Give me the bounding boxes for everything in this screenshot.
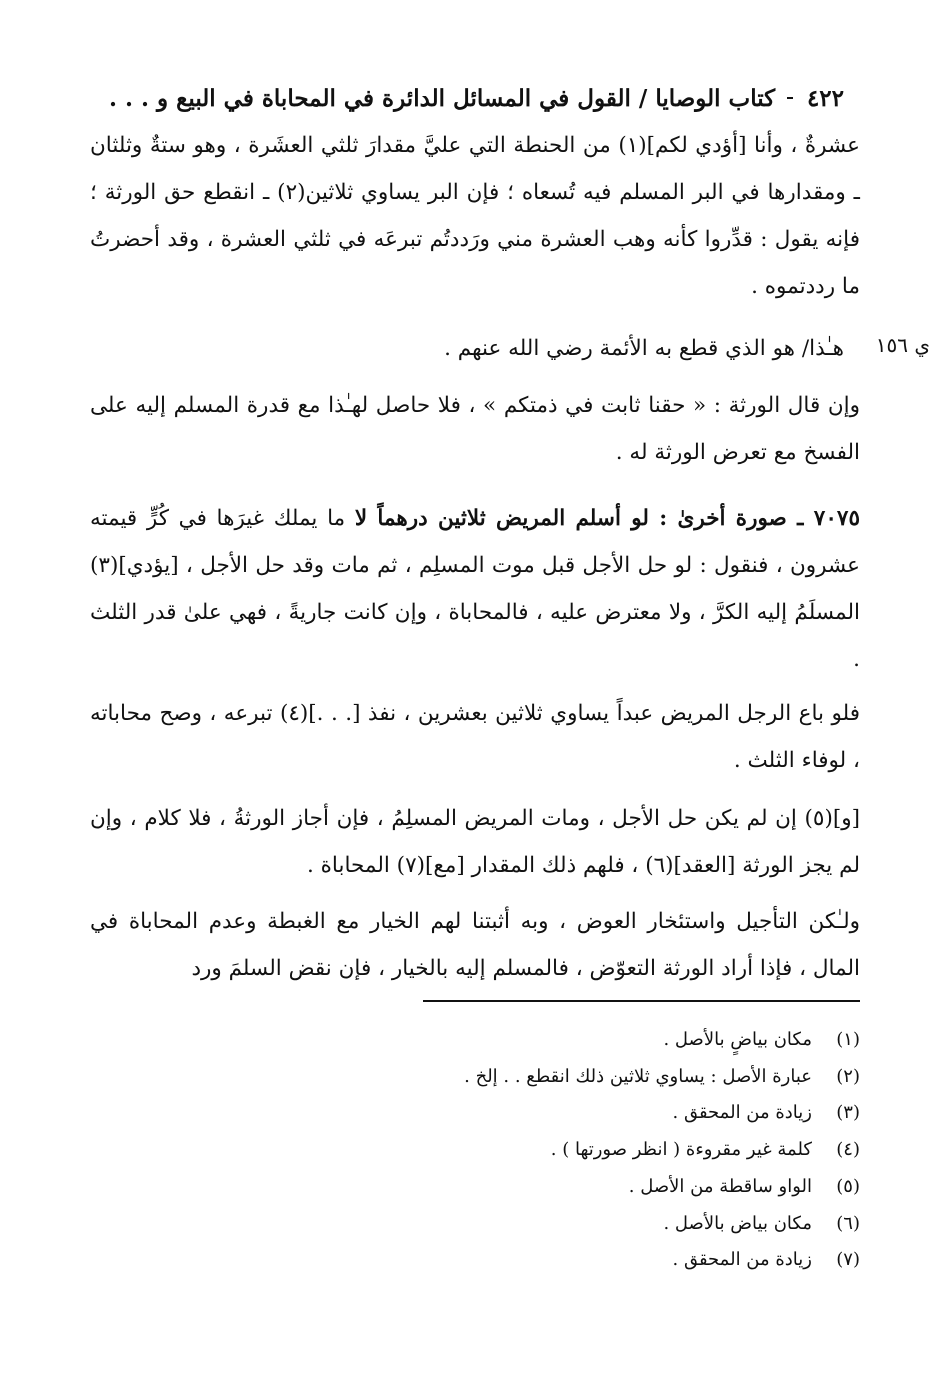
footnote xyxy=(160,1022,860,1059)
footnote-number: (٤) xyxy=(836,1139,860,1161)
paragraph: ولـٰكن التأجيل واستئخار العوض ، وبه أثبتنا لهم الخيار مع الغبطة وعدم المحاباة في المال ، فإذا أراد الورثة التعوّض ، فالمسلم إليه بالخيار ، فإن نقض السلمَ ورد xyxy=(90,909,860,981)
footnote-number: (٢) xyxy=(836,1065,860,1087)
paragraph: [و](٥) إن لم يكن حل الأجل ، ومات المريض المسلِمُ ، فإن أجاز الورثةُ ، فلا كلام ، وإن لم يجز الورثة [العقد](٦) ، فلهم ذلك المقدار [مع](٧) المحاباة . xyxy=(90,806,860,878)
paragraph xyxy=(90,495,860,683)
footnotes xyxy=(160,1022,860,1279)
footnote xyxy=(160,1059,860,1096)
footnote-number: (٥) xyxy=(836,1175,860,1197)
footnote-separator xyxy=(423,1000,860,1002)
section-lead: ٧٠٧٥ ـ صورة أخرىٰ : لو أسلم المريض ثلاثين درهماً لا xyxy=(354,506,860,531)
footnote xyxy=(160,1095,860,1132)
footnote-text: مكان بياضٍ بالأصل . xyxy=(663,1029,812,1050)
header-title: كتاب الوصايا / القول في المسائل الدائرة في المحاباة في البيع و . . . xyxy=(109,84,776,112)
footnote-text: زيادة من المحقق . xyxy=(672,1249,812,1271)
footnote-number: (٣) xyxy=(836,1102,860,1124)
paragraph: وإن قال الورثة : « حقنا ثابت في ذمتكم » ، فلا حاصل لهـٰذا مع قدرة المسلم إليه على الفسخ مع تعرض الورثة له . xyxy=(90,393,860,465)
paragraph: هـٰذا/ هو الذي قطع به الأئمة رضي الله عنهم . xyxy=(444,336,844,361)
footnote-number: (٦) xyxy=(836,1212,860,1234)
paragraph: عشرةٌ ، وأنا [أؤدي لكم](١) من الحنطة التي عليَّ مقدارَ ثلثي العشَرة ، وهو ستةٌ وثلثان ـ ومقدارها في البر المسلم فيه تُسعاه ؛ فإن البر يساوي ثلاثين(٢) ـ انقطع حق الورثة ؛ فإنه يقول : قدِّروا كأنه وهب العشرة مني ورَددتُم تبرعَه في ثلثي العشرة ، وقد أحضرتُ ما رددتموه . xyxy=(90,133,860,299)
footnote-number: (٧) xyxy=(836,1249,860,1271)
footnote-text: زيادة من المحقق . xyxy=(672,1102,812,1124)
footnote xyxy=(160,1206,860,1243)
footnote-text: عبارة الأصل : يساوي ثلاثين ذلك انقطع . . إلخ . xyxy=(464,1065,812,1087)
footnote xyxy=(160,1132,860,1169)
running-header xyxy=(109,78,844,118)
footnote-text: كلمة غير مقروءة ( انظر صورتها ) . xyxy=(550,1139,812,1161)
footnote xyxy=(160,1169,860,1206)
page-number: ٤٢٢ xyxy=(806,84,844,112)
footnote-text: الواو ساقطة من الأصل . xyxy=(628,1175,812,1197)
header-rule xyxy=(787,97,793,99)
footnote-number: (١) xyxy=(836,1029,860,1050)
margin-page-reference: ي ١٥٦ xyxy=(875,333,930,357)
section-body: ما يملك غيرَها في كُرٍّ قيمته عشرون ، فنقول : لو حل الأجل قبل موت المسلِم ، ثم مات وقد حل الأجل ، [يؤدي](٣) المسلَمُ إليه الكرَّ ، ولا معترض عليه ، فالمحاباة ، وإن كانت جاريةً ، فهي علىٰ قدر الثلث . xyxy=(90,506,860,672)
paragraph: فلو باع الرجل المريض عبداً يساوي ثلاثين بعشرين ، نفذ [. . .](٤) تبرعه ، وصح محاباته ، لوفاء الثلث . xyxy=(90,701,860,773)
footnote xyxy=(160,1242,860,1279)
footnote-text: مكان بياض بالأصل . xyxy=(663,1212,812,1234)
